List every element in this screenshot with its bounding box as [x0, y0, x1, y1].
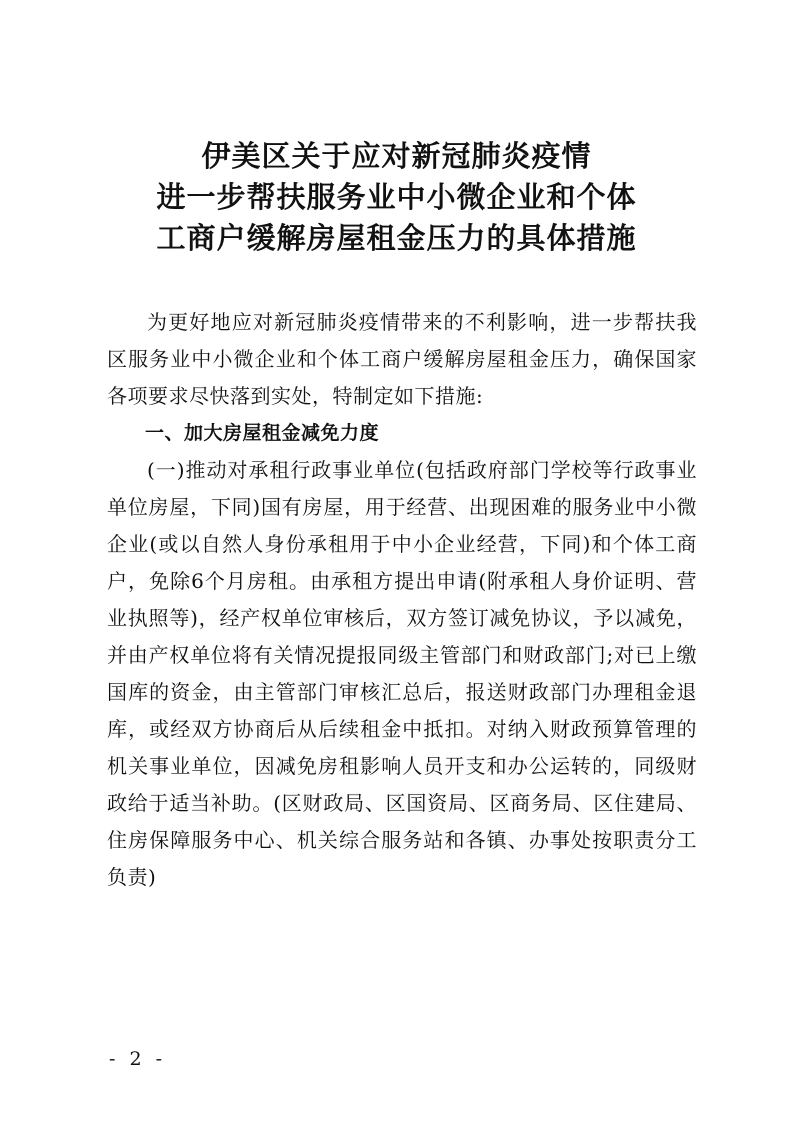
document-body [107, 304, 697, 896]
title-line-3: 工商户缓解房屋租金压力的具体措施 [156, 221, 637, 255]
section-item-paragraph: (一)推动对承租行政事业单位(包括政府部门学校等行政事业单位房屋，下同)国有房屋，用于经营、出现困难的服务业中小微企业(或以自然人身份承租用于中小企业经营，下同)和个体工商户，免除6个月房租。由承租方提出申请(附承租人身价证明、营业执照等)，经产权单位审核后，双方签订减免协议，予以减免，并由产权单位将有关情况提报同级主管部门和财政部门;对已上缴国库的资金，由主管部门审核汇总后，报送财政部门办理租金退库，或经双方协商后从后续租金中抵扣。对纳入财政预算管理的机关事业单位，因减免房租影响人员开支和办公运转的，同级财政给于适当补助。(区财政局、区国资局、区商务局、区住建局、住房保障服务中心、机关综合服务站和各镇、办事处按职责分工负责) [107, 458, 697, 889]
section-heading: 一、加大房屋租金减免力度 [145, 422, 380, 444]
intro-paragraph: 为更好地应对新冠肺炎疫情带来的不利影响，进一步帮扶我区服务业中小微企业和个体工商户缓解房屋租金压力，确保国家各项要求尽快落到实处，特制定如下措施: [107, 310, 697, 408]
page-number: - 2 - [109, 1048, 167, 1070]
title-line-1: 伊美区关于应对新冠肺炎疫情 [201, 139, 592, 173]
document-title [0, 136, 793, 259]
title-line-2: 进一步帮扶服务业中小微企业和个体 [156, 180, 637, 214]
